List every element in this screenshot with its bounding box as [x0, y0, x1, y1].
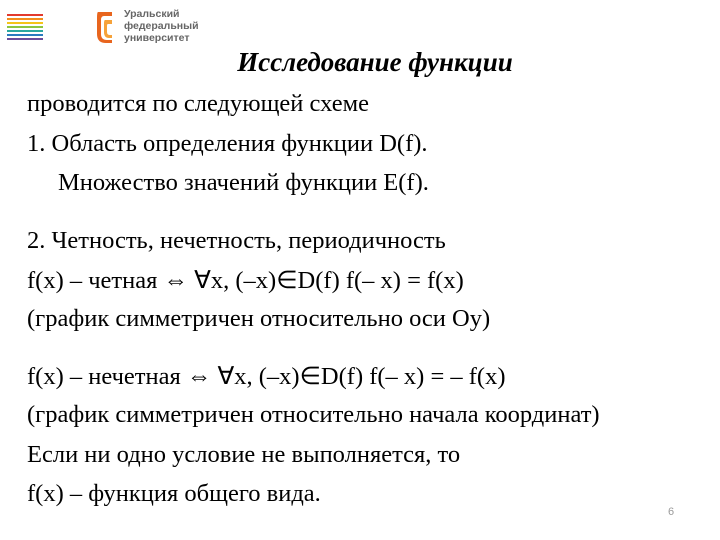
text-line: Если ни одно условие не выполняется, то — [27, 441, 461, 468]
urfu-logo-icon — [96, 10, 114, 44]
formula-even: f(x) – четная ⇔ ∀x, (–x)∈D(f) f(– x) = f(x) — [27, 267, 464, 294]
text-line: проводится по следующей схеме — [27, 90, 369, 117]
text-line: 2. Четность, нечетность, периодичность — [27, 227, 446, 254]
page-number: 6 — [668, 506, 675, 518]
text-line: 1. Область определения функции D(f). — [27, 130, 428, 157]
slide-title: Исследование функции — [237, 47, 513, 77]
logo-line: университет — [124, 32, 190, 44]
text-line: f(x) – функция общего вида. — [27, 480, 321, 507]
logo-line: Уральский — [124, 8, 180, 20]
logo-stripes-icon — [7, 14, 43, 41]
logo-text — [124, 8, 199, 44]
text-line: Множество значений функции E(f). — [58, 169, 429, 196]
text-line: (график симметричен относительно оси Oy) — [27, 305, 491, 332]
formula-odd: f(x) – нечетная ⇔ ∀x, (–x)∈D(f) f(– x) = – f(x) — [27, 363, 506, 390]
logo-line: федеральный — [124, 20, 199, 32]
text-line: (график симметричен относительно начала координат) — [27, 401, 600, 428]
